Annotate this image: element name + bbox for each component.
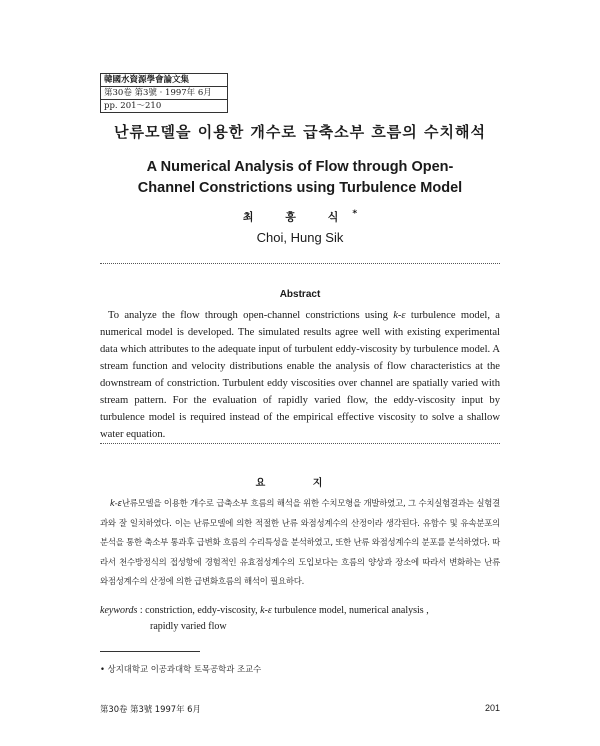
author-korean bbox=[0, 208, 600, 225]
keywords-line1 bbox=[100, 603, 500, 619]
keywords-k-epsilon: k-ε bbox=[260, 605, 272, 616]
yoji-k-epsilon: k-ε bbox=[110, 498, 122, 508]
author-english: Choi, Hung Sik bbox=[256, 230, 344, 245]
page-number: 201 bbox=[484, 703, 500, 713]
author-korean-name: 최 흥 식 bbox=[242, 210, 353, 224]
footer-issue: 第30卷 第3號 1997年 6月 bbox=[100, 704, 201, 714]
english-title-line2: Channel Constrictions using Turbulence Model bbox=[137, 180, 463, 196]
keywords-label: keywords bbox=[100, 605, 138, 616]
journal-info-box bbox=[100, 73, 228, 113]
journal-name: 韓國水資源學會論文集 bbox=[104, 75, 190, 85]
korean-abstract-body bbox=[100, 494, 500, 592]
author-footnote-mark: * bbox=[352, 208, 358, 219]
abstract-heading: Abstract bbox=[279, 289, 321, 300]
journal-pages: pp. 201～210 bbox=[101, 99, 227, 112]
keywords-section bbox=[100, 603, 500, 635]
abstract-text-post: turbulence model, a numerical model is developed. The simulated results agree well with existing experimental data which attributes to the adequate input of turbulent eddy-viscosity by turbulence model. A stream function and velocity distributions enable the analysis of flow characteristics at the downstream of constriction. Turbulent eddy viscosities over channel are spatially varied with stream pattern. For the evaluation of rapidly varied flow, the eddy-viscosity input by turbulence model is required instead of the empirical effective viscosity to solve a shallow water equation. bbox=[100, 310, 501, 440]
author-affiliation-footnote: • 상지대학교 이공과대학 토목공학과 조교수 bbox=[100, 664, 262, 674]
abstract-body bbox=[100, 307, 500, 443]
divider-top bbox=[100, 263, 500, 264]
english-title bbox=[0, 157, 600, 199]
korean-abstract-heading: 요 지 bbox=[255, 478, 345, 489]
english-title-line1: A Numerical Analysis of Flow through Open- bbox=[146, 159, 454, 175]
korean-abstract-text: 난류모델을 이용한 개수로 급축소부 흐름의 해석을 위한 수치모형을 개발하였고, 그 수치실험결과는 실험결과와 잘 일치하였다. 이는 난류모델에 의한 적절한 난류 와점성계수의 산정이라 생각된다. 유함수 및 유속분포의 분석을 통한 축소부 통과후 급변화 흐름의 수리특성을 분석하였고, 또한 난류 와점성계수의 분포를 분석하였다. 따라서 천수방정식의 접성항에 경험적인 유효점성계수의 도입보다는 흐름의 양상과 장소에 따라서 변화하는 난류 와점성계수의 산정에 의한 급변화흐름의 해석이 필요하다. bbox=[100, 498, 500, 586]
abstract-k-epsilon: k-ε bbox=[393, 310, 406, 321]
keywords-text-pre: : constriction, eddy-viscosity, bbox=[137, 605, 261, 616]
divider-middle bbox=[100, 443, 500, 444]
keywords-text-post: turbulence model, numerical analysis , bbox=[271, 605, 429, 616]
korean-title: 난류모델을 이용한 개수로 급축소부 흐름의 수치해석 bbox=[114, 123, 486, 141]
journal-volume: 第30卷 第3號 · 1997年 6月 bbox=[101, 86, 227, 99]
keywords-line2: rapidly varied flow bbox=[150, 621, 227, 632]
footnote-rule bbox=[100, 651, 200, 652]
abstract-text-pre: To analyze the flow through open-channel constrictions using bbox=[108, 310, 394, 321]
